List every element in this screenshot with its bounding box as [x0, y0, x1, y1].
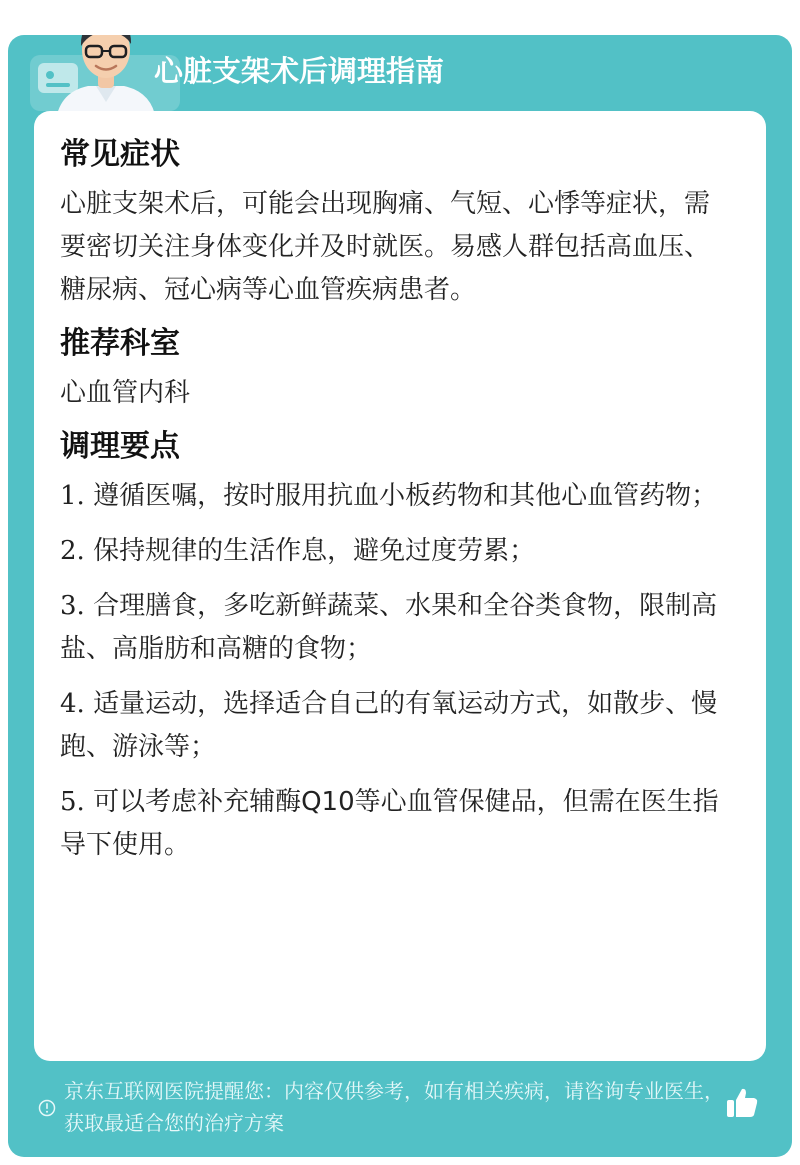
- list-item: [60, 475, 730, 518]
- item-number: 2.: [60, 536, 85, 566]
- thumbs-up-icon[interactable]: [724, 1085, 760, 1121]
- info-circle-icon: [38, 1099, 56, 1117]
- care-title: 调理要点: [60, 429, 180, 464]
- doctor-avatar: [46, 35, 166, 120]
- item-text: 适量运动，选择适合自己的有氧运动方式，如散步、慢跑、游泳等；: [60, 689, 718, 762]
- department-title: 推荐科室: [60, 326, 180, 361]
- item-number: 3.: [60, 591, 85, 621]
- symptoms-title: 常见症状: [60, 137, 180, 172]
- disclaimer-text: 京东互联网医院提醒您：内容仅供参考，如有相关疾病，请咨询专业医生，获取最适合您的治疗方案: [64, 1079, 724, 1135]
- item-number: 4.: [60, 689, 85, 719]
- item-number: 1.: [60, 481, 85, 511]
- item-text: 可以考虑补充辅酶Q10等心血管保健品，但需在医生指导下使用。: [60, 787, 719, 860]
- symptoms-text: 心脏支架术后，可能会出现胸痛、气短、心悸等症状，需要密切关注身体变化并及时就医。易感人群包括高血压、糖尿病、冠心病等心血管疾病患者。: [60, 189, 711, 305]
- content-card: [34, 111, 766, 1061]
- list-item: [60, 683, 730, 769]
- item-number: 5.: [60, 787, 85, 817]
- item-text: 遵循医嘱，按时服用抗血小板药物和其他心血管药物；: [93, 481, 718, 511]
- list-item: [60, 585, 730, 671]
- list-item: [60, 530, 730, 573]
- department-text: 心血管内科: [60, 378, 191, 408]
- page-title: 心脏支架术后调理指南: [154, 54, 445, 88]
- card-content: [60, 133, 730, 879]
- list-item: [60, 781, 730, 867]
- item-text: 保持规律的生活作息，避免过度劳累；: [93, 536, 536, 566]
- guide-panel: [8, 35, 792, 1157]
- item-text: 合理膳食，多吃新鲜蔬菜、水果和全谷类食物，限制高盐、高脂肪和高糖的食物；: [60, 591, 718, 664]
